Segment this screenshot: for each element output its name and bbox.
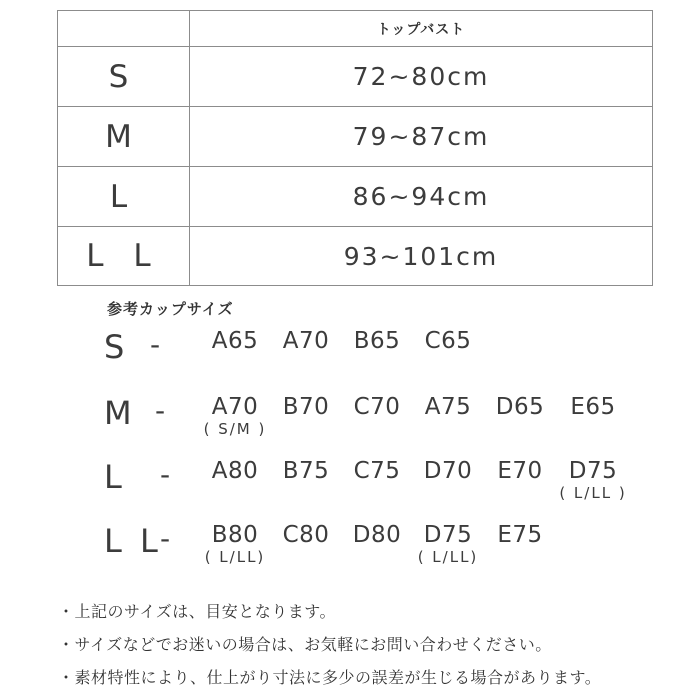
cup-code: E75 xyxy=(497,522,543,548)
cup-code: B80 xyxy=(211,522,259,548)
cup-item xyxy=(557,394,629,420)
cup-code: E65 xyxy=(570,394,616,420)
bust-cell-l xyxy=(190,167,652,227)
cup-item xyxy=(484,522,556,548)
size-table xyxy=(57,10,653,286)
cup-code: B70 xyxy=(282,394,330,420)
cup-row-s xyxy=(0,328,700,388)
cup-code: A70 xyxy=(211,394,259,420)
cup-item xyxy=(270,328,342,354)
bust-value: 93~101cm xyxy=(343,241,499,271)
cup-row-ll xyxy=(0,522,700,582)
cup-item xyxy=(484,394,556,420)
cup-row-size: L xyxy=(104,458,126,496)
size-cell-s xyxy=(58,47,190,107)
cup-code: B65 xyxy=(353,328,401,354)
cup-item xyxy=(270,522,342,548)
cup-row-dash: - xyxy=(160,522,171,555)
note-line: ・素材特性により、仕上がり寸法に多少の誤差が生じる場合があります。 xyxy=(58,668,602,687)
cup-item xyxy=(412,522,484,566)
cup-item xyxy=(199,522,271,566)
cup-code: C80 xyxy=(282,522,330,548)
cup-note: ( S/M ) xyxy=(203,420,267,438)
cup-note: ( L/LL ) xyxy=(559,484,627,502)
cup-code: C70 xyxy=(353,394,401,420)
cup-row-l xyxy=(0,458,700,518)
cup-note: ( L/LL) xyxy=(417,548,479,566)
cup-note: ( L/LL) xyxy=(204,548,266,566)
cup-size-title: 参考カップサイズ xyxy=(107,300,234,318)
size-cell-ll xyxy=(58,227,190,285)
cup-code: A75 xyxy=(424,394,472,420)
bust-value: 86~94cm xyxy=(352,182,490,211)
top-bust-header: トップバスト xyxy=(190,11,652,47)
cup-code: D75 xyxy=(423,522,473,548)
cup-item xyxy=(270,394,342,420)
notes-list xyxy=(58,598,698,697)
size-label: M xyxy=(105,118,142,155)
cup-code: D65 xyxy=(495,394,545,420)
cup-row-m xyxy=(0,394,700,454)
cup-item xyxy=(270,458,342,484)
cup-row-dash: - xyxy=(160,458,171,491)
cup-code: D80 xyxy=(352,522,402,548)
cup-code: A80 xyxy=(211,458,259,484)
cup-item xyxy=(341,394,413,420)
cup-row-dash: - xyxy=(155,394,166,427)
cup-code: C75 xyxy=(353,458,401,484)
cup-item xyxy=(557,458,629,502)
cup-code: A65 xyxy=(211,328,259,354)
cup-row-size: S xyxy=(104,328,129,366)
cup-item xyxy=(412,328,484,354)
bust-value: 72~80cm xyxy=(352,62,490,91)
bust-cell-s xyxy=(190,47,652,107)
cup-item xyxy=(341,328,413,354)
cup-row-size: M xyxy=(104,394,136,432)
table-corner-cell xyxy=(58,11,190,47)
size-cell-m xyxy=(58,107,190,167)
cup-code: B75 xyxy=(282,458,330,484)
cup-item xyxy=(199,328,271,354)
cup-item xyxy=(412,394,484,420)
bust-value: 79~87cm xyxy=(352,122,490,151)
cup-item xyxy=(199,458,271,484)
size-label: S xyxy=(108,58,139,95)
cup-item xyxy=(341,458,413,484)
cup-item xyxy=(341,522,413,548)
cup-item xyxy=(484,458,556,484)
note-line: ・上記のサイズは、目安となります。 xyxy=(58,602,336,621)
size-label: L xyxy=(109,178,138,215)
cup-code: A70 xyxy=(282,328,330,354)
cup-code: E70 xyxy=(497,458,543,484)
cup-item xyxy=(199,394,271,438)
cup-row-size: L L xyxy=(104,522,162,560)
cup-code: C65 xyxy=(424,328,472,354)
cup-code: D75 xyxy=(568,458,618,484)
size-label: L L xyxy=(86,238,161,274)
cup-item xyxy=(412,458,484,484)
note-line: ・サイズなどでお迷いの場合は、お気軽にお問い合わせください。 xyxy=(58,635,552,654)
cup-row-dash: - xyxy=(150,328,161,361)
size-cell-l xyxy=(58,167,190,227)
bust-cell-m xyxy=(190,107,652,167)
cup-code: D70 xyxy=(423,458,473,484)
bust-cell-ll xyxy=(190,227,652,285)
